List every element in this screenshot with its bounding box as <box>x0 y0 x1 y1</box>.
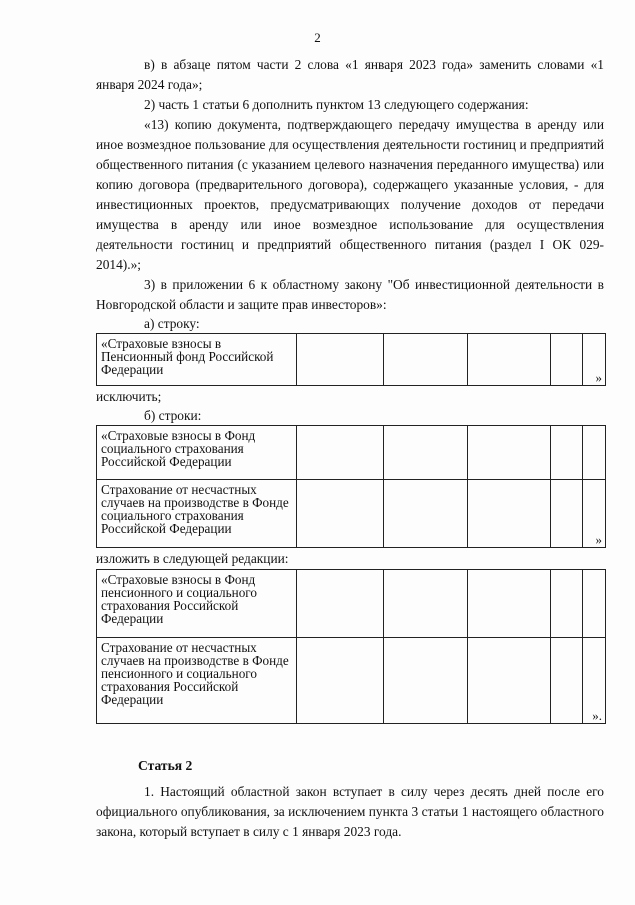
table-cell-label: Страхование от несчастных случаев на производстве в Фонде социального страхования Российской Федерации <box>97 480 297 548</box>
exclude-text: исключить; <box>96 389 162 404</box>
restate-text: изложить в следующей редакции: <box>96 551 289 566</box>
table-cell <box>468 570 551 638</box>
table-cell <box>297 426 384 480</box>
table-cell <box>551 480 583 548</box>
table-row <box>97 426 606 480</box>
article-title: Статья 2 <box>138 758 193 773</box>
closing-quote: ». <box>592 708 602 723</box>
table-cell-label: Страхование от несчастных случаев на производстве в Фонде пенсионного и социального страхования Российской Федерации <box>97 638 297 724</box>
table-cell-label: «Страховые взносы в Пенсионный фонд Российской Федерации <box>97 334 297 386</box>
table-cell <box>384 570 468 638</box>
paragraph-2: 2) часть 1 статьи 6 дополнить пунктом 13 следующего содержания: <box>144 97 529 112</box>
table-cell <box>583 426 606 480</box>
table-cell <box>297 638 384 724</box>
table-cell <box>468 480 551 548</box>
table-row <box>97 334 606 386</box>
closing-quote: » <box>595 532 602 547</box>
table-c <box>96 569 606 724</box>
table-cell <box>551 570 583 638</box>
table-cell <box>468 426 551 480</box>
table-cell <box>297 334 384 386</box>
table-cell <box>583 334 606 386</box>
table-a <box>96 333 606 386</box>
table-cell <box>297 480 384 548</box>
closing-quote: » <box>595 370 602 385</box>
table-cell <box>551 638 583 724</box>
table-cell <box>384 480 468 548</box>
table-cell <box>384 426 468 480</box>
article-paragraph: 1. Настоящий областной закон вступает в силу через десять дней после его официального опубликования, за исключением пункта 3 статьи 1 настоящего областного закона, который вступает в силу с 1 января 2023 года. <box>96 784 604 839</box>
label-a: а) строку: <box>144 316 200 331</box>
table-cell <box>468 638 551 724</box>
paragraph-3: 3) в приложении 6 к областному закону "Об инвестиционной деятельности в Новгородской области и защите прав инвесторов»: <box>96 277 604 312</box>
table-cell <box>384 638 468 724</box>
table-cell <box>583 570 606 638</box>
table-cell <box>384 334 468 386</box>
table-cell <box>551 334 583 386</box>
table-b <box>96 425 606 548</box>
table-cell <box>468 334 551 386</box>
table-row <box>97 638 606 724</box>
paragraph-v: в) в абзаце пятом части 2 слова «1 января 2023 года» заменить словами «1 января 2024 года»; <box>96 57 604 92</box>
table-row <box>97 570 606 638</box>
table-cell <box>297 570 384 638</box>
document-body <box>96 55 604 842</box>
label-b: б) строки: <box>144 408 202 423</box>
table-cell-label: «Страховые взносы в Фонд социального страхования Российской Федерации <box>97 426 297 480</box>
table-row <box>97 480 606 548</box>
table-cell <box>551 426 583 480</box>
table-cell-label: «Страховые взносы в Фонд пенсионного и социального страхования Российской Федерации <box>97 570 297 638</box>
paragraph-13: «13) копию документа, подтверждающего передачу имущества в аренду или иное возмездное пользование для осуществления деятельности гостиниц и предприятий общественного питания (с указанием целевого назначения переданного имущества) или копию договора (предварительного договора), содержащего указанные условия, - для инвестиционных проектов, предусматривающих получение доходов от передачи имущества в аренду или иное возмездное использование для осуществления деятельности гостиниц и предприятий общественного питания (раздел I ОК 029-2014).»; <box>96 117 604 272</box>
table-cell <box>583 480 606 548</box>
page-number: 2 <box>314 30 321 45</box>
table-cell <box>583 638 606 724</box>
